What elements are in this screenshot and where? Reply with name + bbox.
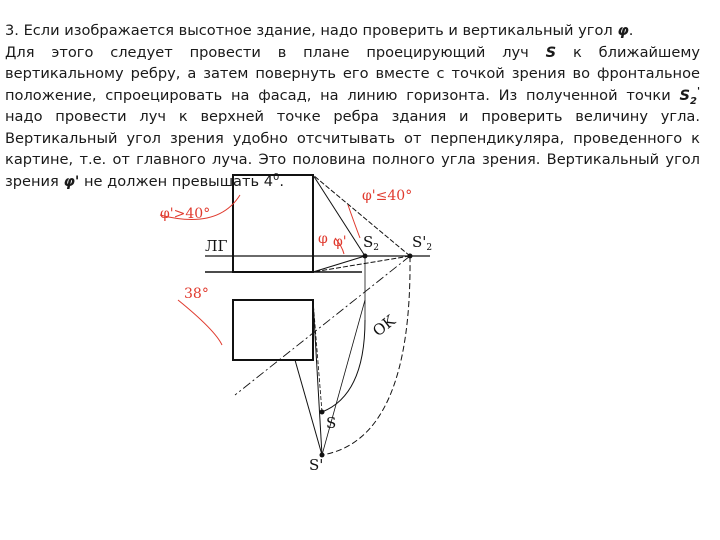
ray-sp-to-plan-2 bbox=[313, 300, 322, 455]
text-part-3: к ближайшему вертикальному ребру, а затем повернуть его вместе с точкой зрения во фронтальное положение, спроецировать на фасад, на линию горизонта. Из полученной точки bbox=[5, 43, 700, 104]
phi-symbol: φ bbox=[617, 22, 629, 39]
facade-rectangle bbox=[233, 172, 313, 272]
ray-s2p-to-base bbox=[313, 256, 410, 272]
point-s2 bbox=[363, 254, 368, 259]
label-s2: $S_2$ bbox=[363, 233, 380, 253]
label-s-prime: S' bbox=[309, 456, 324, 474]
label-horizon-lg: ЛГ bbox=[205, 237, 228, 255]
label-s: S bbox=[326, 414, 337, 432]
text-part-6: . bbox=[279, 172, 285, 190]
label-ok: OK bbox=[369, 311, 399, 341]
label-phi-prime: φ' bbox=[333, 234, 347, 250]
point-s bbox=[320, 410, 325, 415]
degree-mark: 0 bbox=[273, 171, 280, 183]
s2-symbol: $S_2'$ bbox=[679, 85, 700, 107]
text-part-5: не должен превышать 4 bbox=[79, 172, 274, 190]
ray-sp-to-plan-1 bbox=[295, 360, 322, 455]
rotation-arc-small bbox=[322, 320, 365, 412]
s-symbol: S bbox=[545, 43, 557, 61]
phi-prime-symbol: φ' bbox=[63, 172, 80, 190]
angle-arc-38 bbox=[178, 300, 222, 345]
label-phi: φ bbox=[318, 231, 328, 247]
label-phi-gt-40: φ'>40° bbox=[160, 206, 211, 222]
label-phi-le-40: φ'≤40° bbox=[362, 188, 413, 204]
label-38-deg: 38° bbox=[184, 286, 209, 302]
text-part-2: Для этого следует провести в плане проецирующий луч bbox=[5, 43, 546, 61]
plan-rectangle bbox=[233, 300, 313, 360]
text-part-1-end: . bbox=[628, 22, 634, 39]
label-s2-prime: $S'_2$ bbox=[412, 233, 433, 253]
text-part-4: надо провести луч к верхней точке ребра здания и проверить величину угла. Вертикальный угол зрения удобно отсчитывать от перпендикуляра, проведенного к картине, т.е. от главного луча. Это половина полного угла зрения. Вертикальный угол зрения bbox=[5, 108, 700, 190]
point-s2p bbox=[408, 254, 413, 259]
ray-s2-to-base bbox=[313, 256, 365, 272]
text-part-1: 3. Если изображается высотное здание, надо проверить и вертикальный угол bbox=[5, 22, 618, 39]
